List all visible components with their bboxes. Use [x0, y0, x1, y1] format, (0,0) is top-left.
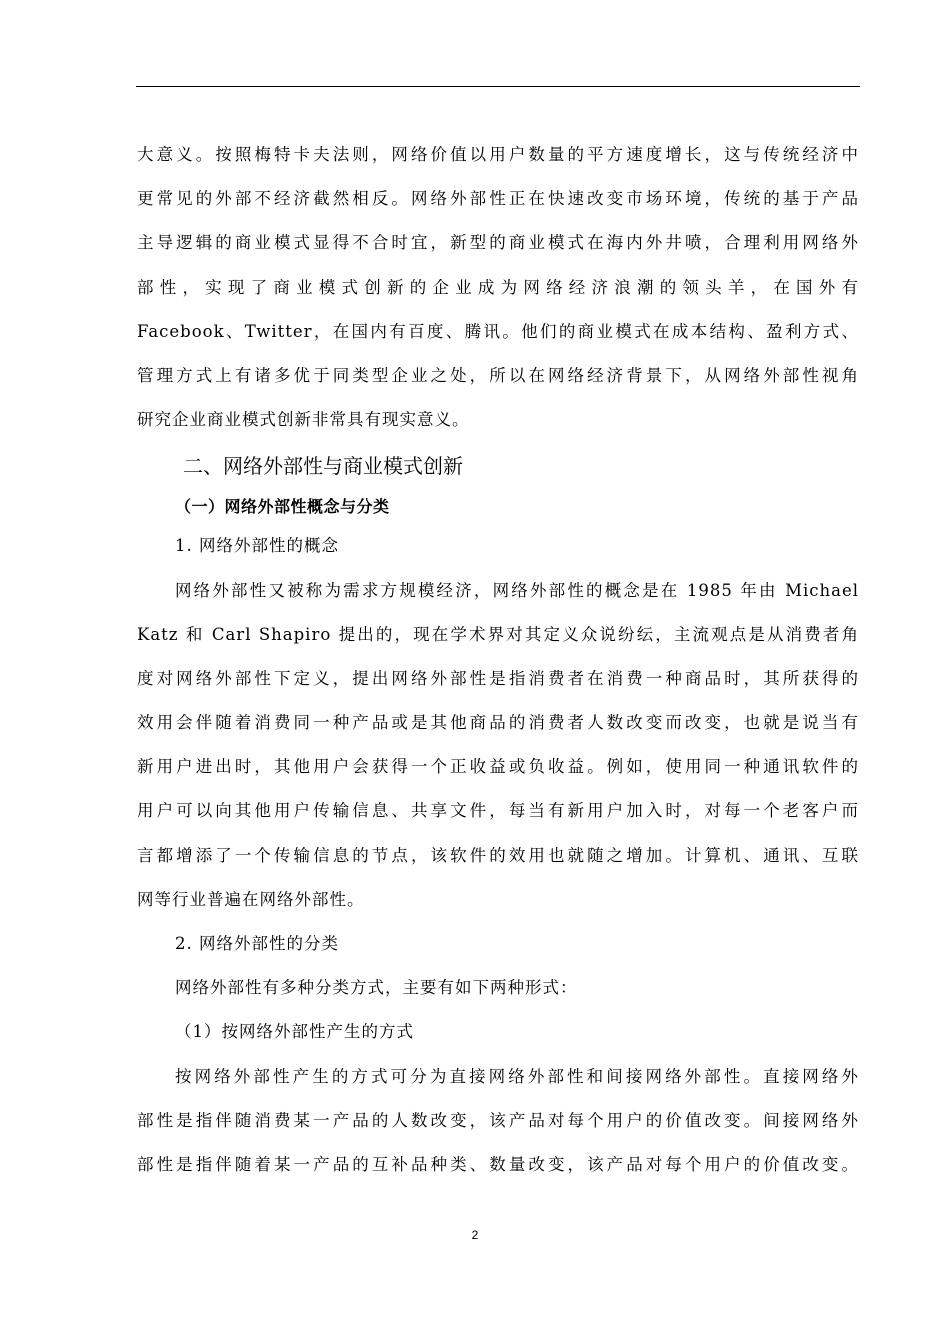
paragraph-line: 部性是指伴随消费某一产品的人数改变，该产品对每个用户的价值改变。间接网络外 [137, 1110, 859, 1130]
paragraph-line: 部性是指伴随着某一产品的互补品种类、数量改变，该产品对每个用户的价值改变。 [137, 1154, 859, 1174]
paragraph-line: 网等行业普遍在网络外部性。 [137, 889, 365, 909]
paragraph-line: 大意义。按照梅特卡夫法则，网络价值以用户数量的平方速度增长，这与传统经济中 [137, 145, 859, 164]
paragraph-line: 言都增添了一个传输信息的节点，该软件的效用也就随之增加。计算机、通讯、互联 [137, 845, 859, 865]
paragraph-line: 效用会伴随着消费同一种产品或是其他商品的消费者人数改变而改变，也就是说当有 [137, 713, 859, 733]
page-number: 2 [471, 1228, 479, 1242]
paragraph-line: 用户可以向其他用户传输信息、共享文件，每当有新用户加入时，对每一个老客户而 [137, 801, 859, 821]
paragraph-4 [137, 1055, 859, 1188]
subitem-heading: （1）按网络外部性产生的方式 [175, 1022, 414, 1042]
paragraph-line: 研究企业商业模式创新非常具有现实意义。 [137, 410, 470, 430]
paragraph-line: 度对网络外部性下定义，提出网络外部性是指消费者在消费一种商品时，其所获得的 [137, 668, 859, 688]
paragraph-line: 网络外部性又被称为需求方规模经济，网络外部性的概念是在 1985 年由 Michael [175, 580, 859, 600]
paragraph-line: 按网络外部性产生的方式可分为直接网络外部性和间接网络外部性。直接网络外 [175, 1066, 859, 1086]
paragraph-1 [137, 133, 859, 442]
item-heading: 2. 网络外部性的分类 [175, 934, 339, 953]
header-rule [136, 86, 860, 87]
subsection-heading: （一）网络外部性概念与分类 [175, 497, 390, 517]
paragraph-line: 新用户进出时，其他用户会获得一个正收益或负收益。例如，使用同一种通讯软件的 [137, 757, 859, 777]
paragraph-line: Facebook、Twitter，在国内有百度、腾讯。他们的商业模式在成本结构、盈利方式、 [137, 321, 859, 341]
paragraph-line: 更常见的外部不经济截然相反。网络外部性正在快速改变市场环境，传统的基于产品 [137, 189, 859, 209]
paragraph-line: 管理方式上有诸多优于同类型企业之处，所以在网络经济背景下，从网络外部性视角 [137, 365, 859, 385]
section-heading: 二、网络外部性与商业模式创新 [183, 454, 463, 479]
paragraph-3: 网络外部性有多种分类方式，主要有如下两种形式： [175, 978, 578, 998]
paragraph-line: Katz 和 Carl Shapiro 提出的，现在学术界对其定义众说纷纭，主流观点是从消费者角 [137, 624, 859, 644]
paragraph-line: 部性，实现了商业模式创新的企业成为网络经济浪潮的领头羊，在国外有 [137, 277, 859, 297]
page-body [137, 133, 859, 1187]
paragraph-2 [137, 569, 859, 923]
item-heading: 1. 网络外部性的概念 [175, 536, 339, 556]
paragraph-line: 主导逻辑的商业模式显得不合时宜，新型的商业模式在海内外井喷，合理利用网络外 [137, 233, 859, 253]
